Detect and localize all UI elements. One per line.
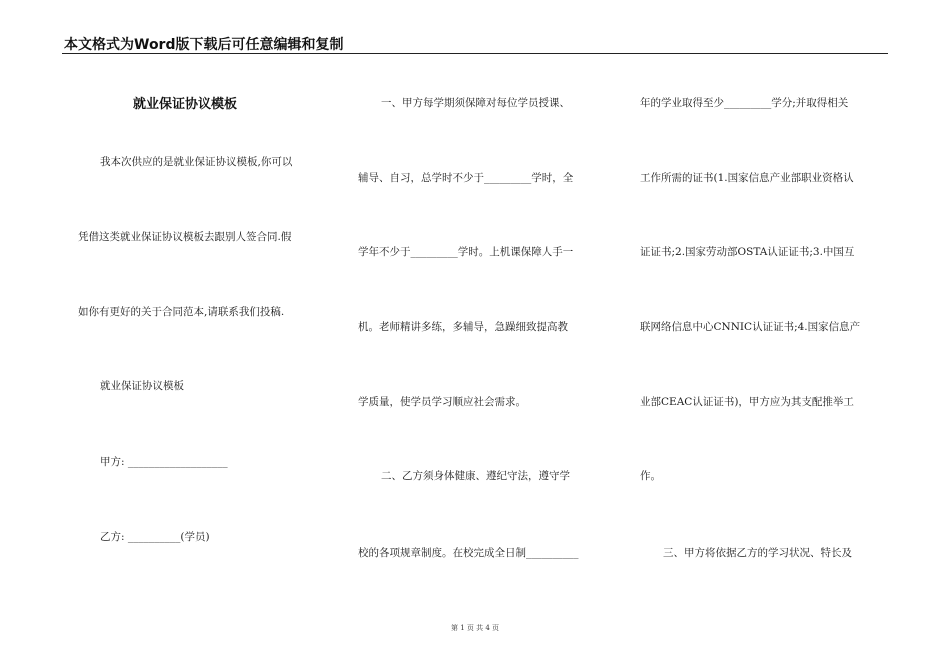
paragraph-line: 联网络信息中心CNNIC认证证书;4.国家信息产 — [640, 321, 861, 333]
paragraph-line: 业部CEAC认证证书)，甲方应为其支配推举工 — [640, 396, 854, 408]
document-title: 就业保证协议模板 — [133, 97, 238, 112]
party-a-line: 甲方: ___________________ — [100, 456, 228, 468]
paragraph-line: 二、乙方须身体健康、遵纪守法，遵守学 — [381, 470, 570, 482]
paragraph-line: 作。 — [640, 470, 661, 482]
paragraph-line: 年的学业取得至少_________学分;并取得相关 — [640, 97, 849, 109]
paragraph-line: 证证书;2.国家劳动部OSTA认证证书;3.中国互 — [640, 246, 855, 258]
paragraph-line: 机。老师精讲多练，多辅导，急躁细致提高教 — [358, 321, 568, 333]
party-b-line: 乙方: __________(学员) — [100, 531, 210, 543]
page-number: 第 1 页 共 4 页 — [450, 624, 500, 632]
header-divider — [62, 53, 888, 54]
paragraph-line: 凭借这类就业保证协议模板去跟别人签合同.假 — [78, 231, 292, 243]
document-header: 本文格式为Word版下载后可任意编辑和复制 — [64, 37, 344, 53]
paragraph-line: 就业保证协议模板 — [100, 380, 184, 392]
paragraph-line: 工作所需的证书(1.国家信息产业部职业资格认 — [640, 172, 854, 184]
paragraph-line: 我本次供应的是就业保证协议模板,你可以 — [100, 156, 293, 168]
paragraph-line: 校的各项规章制度。在校完成全日制__________ — [358, 547, 579, 559]
paragraph-line: 一、甲方每学期须保障对每位学员授课、 — [381, 97, 570, 109]
paragraph-line: 辅导、自习，总学时不少于_________学时，全 — [358, 172, 574, 184]
paragraph-line: 三、甲方将依据乙方的学习状况、特长及 — [663, 547, 852, 559]
paragraph-line: 学年不少于_________学时。上机课保障人手一 — [358, 246, 574, 258]
paragraph-line: 学质量，使学员学习顺应社会需求。 — [358, 396, 526, 408]
paragraph-line: 如你有更好的关于合同范本,请联系我们投稿. — [78, 306, 285, 318]
